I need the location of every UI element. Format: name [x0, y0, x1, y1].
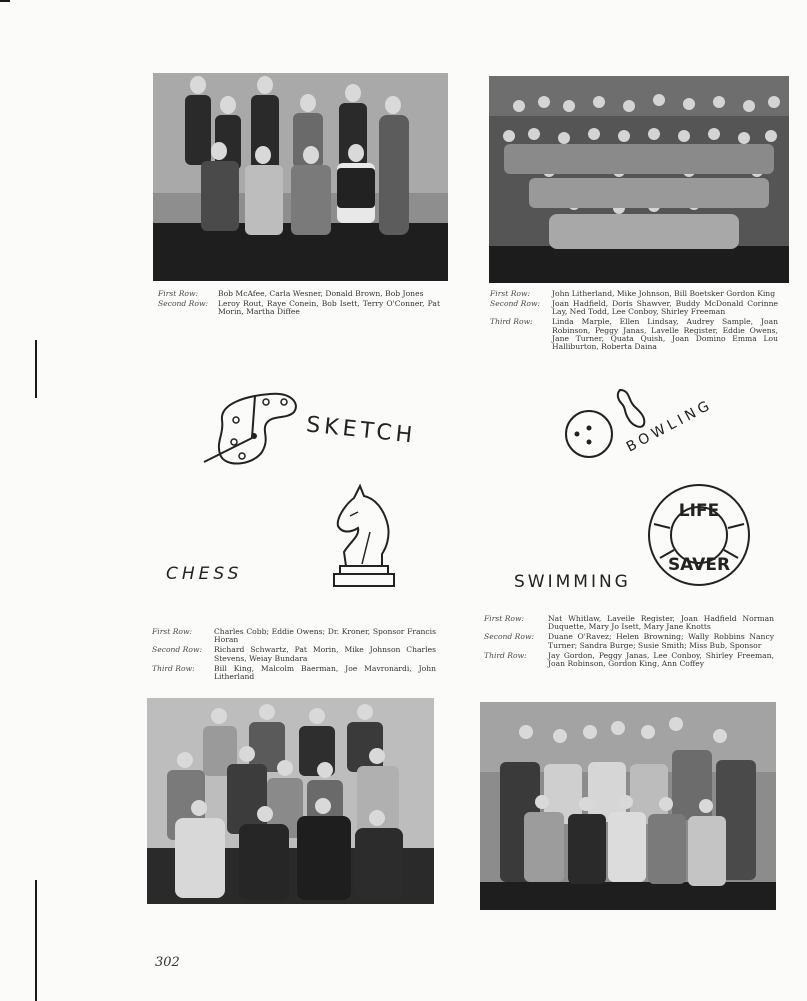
bowling-caption-row-3: [490, 318, 778, 352]
row-names: Richard Schwartz, Pat Morin, Mike Johnson Charles Stevens, Weiay Bundara: [214, 645, 436, 663]
margin-line-lower: [35, 880, 37, 1001]
swimming-caption: [484, 615, 774, 670]
swimming-label: SWIMMING: [514, 572, 631, 592]
row-label: Second Row:: [490, 298, 541, 308]
margin-line-upper: [35, 340, 37, 398]
row-label: Second Row:: [158, 298, 209, 308]
row-label: First Row:: [158, 289, 199, 298]
row-names: John Litherland, Mike Johnson, Bill Boetsker Gordon King: [552, 289, 776, 298]
row-label: Second Row:: [152, 645, 203, 655]
row-label: Third Row:: [484, 650, 527, 660]
bowling-ball-drawing: [563, 408, 615, 460]
chess-caption-row-1: [152, 628, 436, 645]
chess-caption-row-3: [152, 665, 436, 682]
palette-drawing: [200, 390, 305, 470]
margin-line-top: [0, 0, 10, 2]
row-names: Bob McAfee, Carla Wesner, Donald Brown, Bob Jones: [218, 289, 424, 298]
sketch-club-photo: [153, 73, 448, 281]
row-names: Charles Cobb; Eddie Owens; Dr. Kroner, Sponsor Francis Horan: [214, 627, 436, 645]
bowling-caption-row-1: [490, 290, 778, 298]
row-label: First Row:: [490, 289, 531, 298]
bowling-label: BOWLING: [623, 396, 716, 456]
chess-caption: [152, 628, 436, 683]
chess-club-photo: [147, 698, 434, 904]
chess-caption-row-2: [152, 646, 436, 663]
swimming-caption-row-1: [484, 615, 774, 632]
bowling-caption-row-2: [490, 300, 778, 317]
bowling-caption: [490, 290, 778, 353]
row-names: Bill King, Malcolm Baerman, Joe Mavronardi, John Litherland: [214, 663, 436, 682]
sketch-caption-row-2: [158, 300, 440, 317]
sketch-caption-row-1: [158, 290, 440, 298]
swimming-caption-row-3: [484, 652, 774, 669]
row-names: Nat Whitlaw, Laveile Register, Joan Hadfield Norman Duquette, Mary Jo Isett, Mary Jane Knotts: [548, 614, 774, 632]
row-names: Leroy Rout, Raye Conein, Bob Isett, Terry O'Conner, Pat Morin, Martha Diffee: [218, 298, 440, 317]
chess-label: CHESS: [166, 564, 243, 584]
swimming-caption-row-2: [484, 633, 774, 650]
swimming-club-photo: [480, 702, 776, 910]
chess-knight-drawing: [330, 482, 398, 594]
row-names: Joan Hadfield, Doris Shawver, Buddy McDonald Corinne Lay, Ned Todd, Lee Conboy, Shirley Freeman: [552, 298, 778, 317]
row-names: Linda Marple, Ellen Lindsay, Audrey Sample, Joan Robinson, Peggy Janas, Lavelle Register, Eddie Owens, Jane Turner, Quata Quish, Joan Domino Emma Lou Halliburton, Roberta Daina: [552, 317, 778, 352]
row-names: Jay Gordon, Peggy Janas, Lee Conboy, Shirley Freeman, Joan Robinson, Gordon King, Ann Coffey: [548, 650, 774, 669]
life-saver-drawing: [646, 482, 752, 588]
bowling-pin-drawing: [612, 386, 648, 434]
sketch-label: SKETCH: [304, 412, 418, 449]
life-text: LIFE: [678, 501, 720, 521]
sketch-caption: [158, 290, 440, 318]
row-names: Duane O'Ravez; Helen Browning; Wally Robbins Nancy Turner; Sandra Burge; Susie Smith; Miss Bub, Sponsor: [548, 632, 774, 650]
row-label: Third Row:: [490, 317, 533, 327]
row-label: Second Row:: [484, 632, 535, 642]
saver-text: SAVER: [667, 555, 731, 575]
page-number: 302: [155, 955, 180, 970]
row-label: Third Row:: [152, 663, 195, 673]
bowling-club-photo: [489, 76, 789, 283]
row-label: First Row:: [152, 627, 193, 636]
row-label: First Row:: [484, 614, 525, 623]
